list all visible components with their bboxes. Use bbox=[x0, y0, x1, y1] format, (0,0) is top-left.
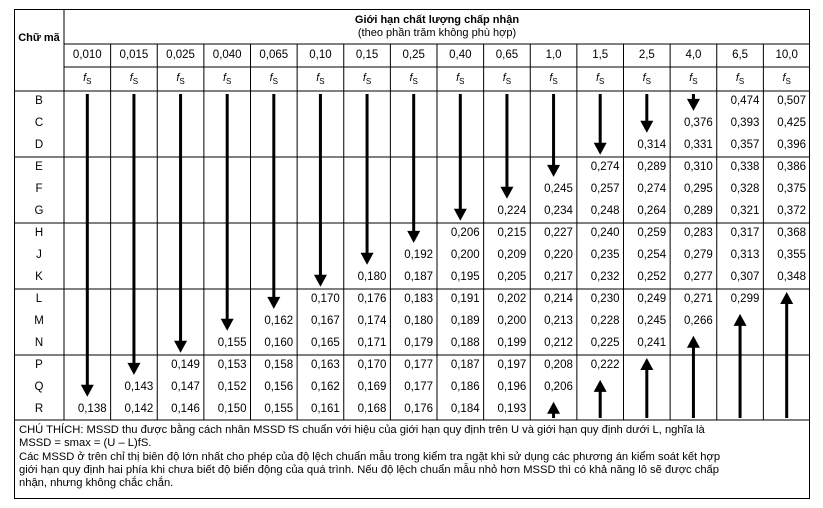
msds-value-5-9: 0,170 bbox=[310, 293, 340, 305]
msds-value-15-2: 0,396 bbox=[777, 138, 806, 151]
msds-value-5-14: 0,161 bbox=[310, 402, 340, 415]
fs-header-14: $f_S$ bbox=[735, 72, 745, 87]
arrow-down-icon bbox=[640, 94, 653, 133]
msds-value-10-5: 0,234 bbox=[544, 204, 573, 217]
code-letter-H: H bbox=[34, 227, 44, 239]
code-letter-C: C bbox=[34, 116, 44, 129]
code-letter-R: R bbox=[34, 402, 44, 415]
msds-value-6-9: 0,176 bbox=[357, 293, 387, 305]
msds-value-15-5: 0,372 bbox=[777, 204, 806, 217]
msds-value-4-12: 0,158 bbox=[264, 359, 294, 371]
msds-value-7-12: 0,177 bbox=[404, 359, 433, 371]
note-line-1: CHÚ THÍCH: MSSD thu được bằng cách nhân MSSD fS chuẩn với hiệu của giới hạn quy định trên U và giới hạn quy định dưới L, nghĩa là bbox=[19, 424, 705, 436]
msds-value-8-14: 0,184 bbox=[450, 402, 480, 415]
msds-value-13-1: 0,376 bbox=[683, 116, 713, 129]
msds-value-8-8: 0,195 bbox=[450, 270, 480, 283]
arrow-down-icon bbox=[81, 94, 94, 397]
fs-header-6: $f_S$ bbox=[362, 72, 372, 87]
msds-value-9-8: 0,205 bbox=[497, 270, 527, 283]
code-letter-G: G bbox=[34, 204, 44, 217]
code-letter-J: J bbox=[36, 248, 42, 261]
code-letter-Q: Q bbox=[34, 380, 44, 393]
msds-value-8-10: 0,189 bbox=[450, 314, 480, 327]
msds-value-9-10: 0,200 bbox=[497, 314, 527, 327]
msds-value-14-0: 0,474 bbox=[730, 95, 760, 107]
arrow-down-icon bbox=[361, 94, 374, 265]
msds-value-12-7: 0,254 bbox=[637, 248, 667, 261]
msds-value-7-9: 0,183 bbox=[404, 293, 433, 305]
msds-value-2-12: 0,149 bbox=[171, 359, 200, 371]
msds-value-10-12: 0,208 bbox=[544, 359, 573, 371]
msds-value-15-7: 0,355 bbox=[777, 248, 806, 261]
arrow-down-icon bbox=[594, 94, 607, 155]
msds-value-4-14: 0,155 bbox=[264, 402, 294, 415]
msds-value-10-4: 0,245 bbox=[544, 182, 573, 195]
msds-value-13-10: 0,266 bbox=[683, 314, 713, 327]
msds-value-15-1: 0,425 bbox=[777, 116, 806, 129]
msds-value-11-6: 0,240 bbox=[590, 227, 620, 239]
code-letter-M: M bbox=[34, 314, 44, 327]
arrow-down-icon bbox=[500, 94, 513, 199]
msds-value-8-6: 0,206 bbox=[450, 227, 480, 239]
msds-value-9-12: 0,197 bbox=[497, 359, 527, 371]
aql-level-6: 0,15 bbox=[355, 49, 379, 61]
msds-value-14-6: 0,317 bbox=[730, 227, 760, 239]
msds-value-9-14: 0,193 bbox=[497, 402, 527, 415]
code-letter-D: D bbox=[34, 138, 44, 151]
msds-value-10-13: 0,206 bbox=[544, 380, 573, 393]
arrow-up-icon bbox=[594, 380, 607, 418]
msds-value-14-4: 0,328 bbox=[730, 182, 760, 195]
msds-value-6-14: 0,168 bbox=[357, 402, 387, 415]
msds-value-15-6: 0,368 bbox=[777, 227, 806, 239]
code-letter-K: K bbox=[35, 270, 43, 283]
aql-title: Giới hạn chất lượng chấp nhận bbox=[354, 14, 520, 26]
fs-header-10: $f_S$ bbox=[549, 72, 558, 87]
msds-value-3-12: 0,153 bbox=[217, 359, 247, 371]
fs-header-0: $f_S$ bbox=[83, 72, 92, 87]
msds-value-9-5: 0,224 bbox=[497, 204, 527, 217]
msds-value-7-11: 0,179 bbox=[404, 336, 433, 349]
msds-value-13-5: 0,289 bbox=[683, 204, 713, 217]
msds-value-3-13: 0,152 bbox=[217, 380, 247, 393]
msds-value-10-6: 0,227 bbox=[544, 227, 573, 239]
aql-level-13: 4,0 bbox=[685, 49, 702, 61]
aql-level-8: 0,40 bbox=[449, 49, 472, 61]
msds-value-9-6: 0,215 bbox=[497, 227, 527, 239]
arrow-up-icon bbox=[640, 358, 653, 418]
msds-value-5-13: 0,162 bbox=[310, 380, 340, 393]
msds-value-13-4: 0,295 bbox=[683, 182, 713, 195]
msds-value-12-9: 0,249 bbox=[637, 293, 667, 305]
code-letter-header: Chữ mã bbox=[18, 32, 60, 44]
msds-value-11-8: 0,232 bbox=[590, 270, 620, 283]
note-line-5: nhận, nhưng không chắc chắn. bbox=[19, 477, 174, 489]
msds-value-8-11: 0,188 bbox=[450, 336, 480, 349]
aql-level-10: 1,0 bbox=[545, 49, 562, 61]
code-letter-N: N bbox=[34, 336, 44, 349]
arrow-up-icon bbox=[687, 336, 700, 418]
aql-subtitle: (theo phần trăm không phù hợp) bbox=[357, 27, 517, 39]
fs-header-3: $f_S$ bbox=[222, 72, 232, 87]
msds-value-11-10: 0,228 bbox=[590, 314, 620, 327]
msds-value-11-3: 0,274 bbox=[590, 161, 620, 173]
msds-value-14-3: 0,338 bbox=[730, 161, 760, 173]
fs-header-12: $f_S$ bbox=[642, 72, 652, 87]
msds-value-13-6: 0,283 bbox=[683, 227, 713, 239]
aql-level-3: 0,040 bbox=[212, 49, 242, 61]
msds-value-4-11: 0,160 bbox=[264, 336, 294, 349]
fs-header-2: $f_S$ bbox=[176, 72, 185, 87]
aql-level-11: 1,5 bbox=[592, 49, 609, 61]
msds-value-3-14: 0,150 bbox=[217, 402, 247, 415]
fs-header-11: $f_S$ bbox=[595, 72, 605, 87]
msds-value-13-3: 0,310 bbox=[683, 161, 713, 173]
msds-value-5-10: 0,167 bbox=[310, 314, 340, 327]
msds-value-14-1: 0,393 bbox=[730, 116, 760, 129]
code-letter-B: B bbox=[35, 95, 43, 107]
msds-value-7-13: 0,177 bbox=[404, 380, 433, 393]
msds-value-9-7: 0,209 bbox=[497, 248, 527, 261]
msds-value-14-8: 0,307 bbox=[730, 270, 760, 283]
msds-value-5-12: 0,163 bbox=[310, 359, 340, 371]
msds-value-12-6: 0,259 bbox=[637, 227, 667, 239]
code-letter-F: F bbox=[35, 182, 43, 195]
code-letter-P: P bbox=[35, 359, 43, 371]
msds-value-12-5: 0,264 bbox=[637, 204, 667, 217]
arrow-down-icon bbox=[547, 94, 560, 177]
msds-value-14-5: 0,321 bbox=[730, 204, 760, 217]
msds-value-9-11: 0,199 bbox=[497, 336, 527, 349]
msds-value-12-4: 0,274 bbox=[637, 182, 667, 195]
fs-header-7: $f_S$ bbox=[409, 72, 418, 87]
msds-value-4-13: 0,156 bbox=[264, 380, 294, 393]
msds-value-13-2: 0,331 bbox=[683, 138, 713, 151]
aql-level-5: 0,10 bbox=[309, 49, 332, 61]
msds-value-9-9: 0,202 bbox=[497, 293, 527, 305]
msds-value-2-14: 0,146 bbox=[171, 402, 200, 415]
msds-value-2-13: 0,147 bbox=[171, 380, 200, 393]
aql-level-0: 0,010 bbox=[72, 49, 102, 61]
msds-value-7-8: 0,187 bbox=[404, 270, 433, 283]
msds-value-12-3: 0,289 bbox=[637, 161, 667, 173]
msds-value-15-4: 0,375 bbox=[777, 182, 806, 195]
fs-header-4: $f_S$ bbox=[269, 72, 279, 87]
aql-level-9: 0,65 bbox=[495, 49, 519, 61]
aql-level-2: 0,025 bbox=[166, 49, 195, 61]
msds-value-15-3: 0,386 bbox=[777, 161, 806, 173]
aql-level-15: 10,0 bbox=[775, 49, 798, 61]
msds-value-13-9: 0,271 bbox=[683, 293, 713, 305]
msds-value-12-2: 0,314 bbox=[637, 138, 667, 151]
msds-value-8-12: 0,187 bbox=[450, 359, 480, 371]
arrow-down-icon bbox=[221, 94, 234, 331]
msds-value-6-12: 0,170 bbox=[357, 359, 387, 371]
msds-value-6-8: 0,180 bbox=[357, 270, 387, 283]
arrow-down-icon bbox=[267, 94, 280, 309]
msds-value-0-14: 0,138 bbox=[77, 402, 107, 415]
msds-value-5-11: 0,165 bbox=[310, 336, 340, 349]
msds-value-11-7: 0,235 bbox=[590, 248, 620, 261]
note-line-4: giới hạn quy định hai phía khi chưa biết độ biến động của quá trình. Nếu độ lệch chuẩn mẫu nhỏ hơn MSSD thì có khả năng lô sẽ được chấp bbox=[19, 464, 719, 476]
msds-value-10-8: 0,217 bbox=[544, 270, 573, 283]
aql-level-12: 2,5 bbox=[638, 49, 655, 61]
fs-header-15: $f_S$ bbox=[782, 72, 791, 87]
note-line-2: MSSD = smax = (U – L)fS. bbox=[19, 437, 152, 449]
aql-level-1: 0,015 bbox=[119, 49, 149, 61]
msds-value-6-10: 0,174 bbox=[357, 314, 387, 327]
aql-level-4: 0,065 bbox=[259, 49, 289, 61]
msds-value-15-0: 0,507 bbox=[777, 95, 806, 107]
arrow-up-icon bbox=[734, 314, 747, 418]
arrow-down-icon bbox=[687, 94, 700, 111]
msds-value-6-13: 0,169 bbox=[357, 380, 387, 393]
msds-value-11-11: 0,225 bbox=[590, 336, 620, 349]
code-letter-L: L bbox=[35, 293, 43, 305]
msds-value-6-11: 0,171 bbox=[357, 336, 387, 349]
msds-value-1-13: 0,143 bbox=[124, 380, 154, 393]
msds-value-10-9: 0,214 bbox=[544, 293, 573, 305]
msds-value-1-14: 0,142 bbox=[124, 402, 154, 415]
msds-value-12-10: 0,245 bbox=[637, 314, 667, 327]
msds-value-11-9: 0,230 bbox=[590, 293, 620, 305]
fs-header-8: $f_S$ bbox=[456, 72, 465, 87]
msds-value-8-7: 0,200 bbox=[450, 248, 480, 261]
msds-value-12-11: 0,241 bbox=[637, 336, 667, 349]
note-line-3: Các MSSD ở trên chỉ thị biên độ lớn nhất cho phép của độ lệch chuẩn mẫu trong kiểm tra ngặt khi sử dụng các phương án kiểm soát kết hợp bbox=[19, 451, 721, 463]
msds-value-9-13: 0,196 bbox=[497, 380, 527, 393]
msds-value-4-10: 0,162 bbox=[264, 314, 294, 327]
fs-header-1: $f_S$ bbox=[129, 72, 139, 87]
msds-value-7-7: 0,192 bbox=[404, 248, 433, 261]
msds-value-14-9: 0,299 bbox=[730, 293, 760, 305]
msds-value-10-11: 0,212 bbox=[544, 336, 573, 349]
msds-value-14-7: 0,313 bbox=[730, 248, 760, 261]
arrow-down-icon bbox=[127, 94, 140, 375]
arrow-up-icon bbox=[547, 402, 560, 418]
msds-value-13-7: 0,279 bbox=[683, 248, 713, 261]
msds-value-12-8: 0,252 bbox=[637, 270, 667, 283]
msds-value-11-12: 0,222 bbox=[590, 359, 620, 371]
msds-value-11-4: 0,257 bbox=[590, 182, 620, 195]
msds-value-10-7: 0,220 bbox=[544, 248, 573, 261]
msds-value-8-13: 0,186 bbox=[450, 380, 480, 393]
msds-value-11-5: 0,248 bbox=[590, 204, 620, 217]
msds-value-10-10: 0,213 bbox=[544, 314, 573, 327]
fs-header-9: $f_S$ bbox=[502, 72, 512, 87]
fs-header-5: $f_S$ bbox=[316, 72, 325, 87]
msds-value-7-14: 0,176 bbox=[404, 402, 433, 415]
msds-value-13-8: 0,277 bbox=[683, 270, 713, 283]
arrow-down-icon bbox=[407, 94, 420, 243]
code-letter-E: E bbox=[35, 161, 43, 173]
aql-level-14: 6,5 bbox=[732, 49, 749, 61]
msds-value-8-9: 0,191 bbox=[450, 293, 480, 305]
msds-value-14-2: 0,357 bbox=[730, 138, 760, 151]
aql-level-7: 0,25 bbox=[402, 49, 425, 61]
msds-value-7-10: 0,180 bbox=[404, 314, 433, 327]
fs-header-13: $f_S$ bbox=[689, 72, 698, 87]
arrow-down-icon bbox=[314, 94, 327, 287]
msds-value-3-11: 0,155 bbox=[217, 336, 247, 349]
msds-value-15-8: 0,348 bbox=[777, 270, 806, 283]
